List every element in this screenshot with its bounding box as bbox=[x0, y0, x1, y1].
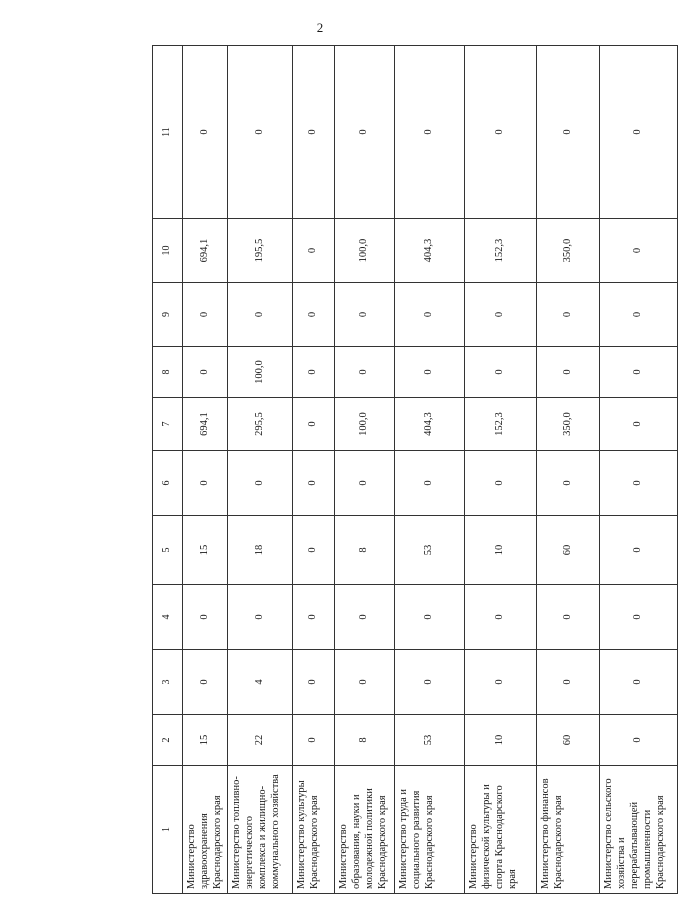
table-cell: 0 bbox=[465, 650, 537, 715]
table-cell: 8 bbox=[335, 715, 395, 766]
table-cell: 0 bbox=[537, 46, 600, 219]
table-cell: 0 bbox=[600, 347, 678, 398]
row-name-cell: Министерство топливно-энергетического комплекса и жилищно- коммунального хозяйства bbox=[228, 766, 293, 894]
table-cell: 15 bbox=[183, 715, 228, 766]
table-cell: 0 bbox=[335, 585, 395, 650]
header-cell: 9 bbox=[153, 283, 183, 347]
table-row bbox=[293, 46, 335, 894]
table-cell: 0 bbox=[183, 451, 228, 516]
table-cell: 53 bbox=[395, 516, 465, 585]
table-cell: 295,5 bbox=[228, 398, 293, 451]
table-cell: 15 bbox=[183, 516, 228, 585]
table-cell: 404,3 bbox=[395, 219, 465, 283]
table-cell: 0 bbox=[293, 347, 335, 398]
row-name-cell: Министерство физической культуры и спорта Краснодарского края bbox=[465, 766, 537, 894]
table-cell: 0 bbox=[537, 650, 600, 715]
table-cell: 0 bbox=[183, 347, 228, 398]
table-cell: 53 bbox=[395, 715, 465, 766]
table-cell: 18 bbox=[228, 516, 293, 585]
table-cell: 0 bbox=[600, 283, 678, 347]
table-cell: 0 bbox=[395, 451, 465, 516]
header-cell: 1 bbox=[153, 766, 183, 894]
table-cell: 0 bbox=[335, 46, 395, 219]
header-cell: 5 bbox=[153, 516, 183, 585]
table-cell: 195,5 bbox=[228, 219, 293, 283]
table-cell: 0 bbox=[183, 650, 228, 715]
table-cell: 0 bbox=[600, 585, 678, 650]
table-cell: 0 bbox=[395, 650, 465, 715]
table-cell: 350,0 bbox=[537, 219, 600, 283]
table-cell: 0 bbox=[335, 451, 395, 516]
table-cell: 0 bbox=[600, 650, 678, 715]
page-number: 2 bbox=[316, 20, 324, 35]
table-cell: 0 bbox=[465, 585, 537, 650]
table-cell: 0 bbox=[600, 715, 678, 766]
table-cell: 0 bbox=[537, 347, 600, 398]
table-cell: 0 bbox=[465, 46, 537, 219]
table-cell: 8 bbox=[335, 516, 395, 585]
table-cell: 0 bbox=[395, 347, 465, 398]
row-name-cell: Министерство финансов Краснодарского края bbox=[537, 766, 600, 894]
table-cell: 350,0 bbox=[537, 398, 600, 451]
table-cell: 0 bbox=[537, 283, 600, 347]
row-name-cell: Министерство образования, науки и молодежной политики Краснодарского края bbox=[335, 766, 395, 894]
table-cell: 152,3 bbox=[465, 219, 537, 283]
table-cell: 0 bbox=[465, 451, 537, 516]
row-name-cell: Министерство культуры Краснодарского края bbox=[293, 766, 335, 894]
table-cell: 0 bbox=[228, 451, 293, 516]
header-cell: 7 bbox=[153, 398, 183, 451]
table-cell: 0 bbox=[293, 219, 335, 283]
table-row bbox=[395, 46, 465, 894]
table-cell: 0 bbox=[537, 451, 600, 516]
table-cell: 100,0 bbox=[228, 347, 293, 398]
data-table bbox=[152, 45, 678, 894]
table-cell: 0 bbox=[600, 516, 678, 585]
header-cell: 3 bbox=[153, 650, 183, 715]
table-cell: 0 bbox=[335, 347, 395, 398]
rotated-table-container bbox=[152, 46, 666, 894]
table-cell: 10 bbox=[465, 715, 537, 766]
table-row bbox=[537, 46, 600, 894]
table-row bbox=[335, 46, 395, 894]
table-cell: 0 bbox=[293, 451, 335, 516]
table-header-row bbox=[153, 46, 183, 894]
table-cell: 0 bbox=[395, 283, 465, 347]
table-cell: 694,1 bbox=[183, 219, 228, 283]
header-cell: 11 bbox=[153, 46, 183, 219]
table-cell: 0 bbox=[465, 283, 537, 347]
table-row bbox=[465, 46, 537, 894]
table-cell: 0 bbox=[228, 585, 293, 650]
header-cell: 2 bbox=[153, 715, 183, 766]
table-cell: 404,3 bbox=[395, 398, 465, 451]
table-cell: 0 bbox=[600, 219, 678, 283]
table-cell: 60 bbox=[537, 715, 600, 766]
table-cell: 0 bbox=[293, 516, 335, 585]
table-cell: 0 bbox=[600, 398, 678, 451]
table-cell: 152,3 bbox=[465, 398, 537, 451]
table-row bbox=[183, 46, 228, 894]
table-row bbox=[228, 46, 293, 894]
table-cell: 0 bbox=[183, 46, 228, 219]
table-cell: 0 bbox=[600, 46, 678, 219]
header-cell: 8 bbox=[153, 347, 183, 398]
table-cell: 0 bbox=[335, 283, 395, 347]
table-cell: 0 bbox=[293, 585, 335, 650]
table-cell: 0 bbox=[293, 46, 335, 219]
table-cell: 0 bbox=[228, 46, 293, 219]
row-name-cell: Министерство сельского хозяйства и перерабатывающей промышленности Краснодарского края bbox=[600, 766, 678, 894]
table-row bbox=[600, 46, 678, 894]
table-cell: 0 bbox=[395, 46, 465, 219]
table-cell: 0 bbox=[465, 347, 537, 398]
table-cell: 0 bbox=[293, 650, 335, 715]
table-cell: 0 bbox=[293, 283, 335, 347]
table-cell: 0 bbox=[228, 283, 293, 347]
table-cell: 100,0 bbox=[335, 398, 395, 451]
table-cell: 60 bbox=[537, 516, 600, 585]
table-cell: 694,1 bbox=[183, 398, 228, 451]
header-cell: 6 bbox=[153, 451, 183, 516]
table-cell: 0 bbox=[293, 398, 335, 451]
row-name-cell: Министерство здравоохранения Краснодарского края bbox=[183, 766, 228, 894]
header-cell: 10 bbox=[153, 219, 183, 283]
table-cell: 22 bbox=[228, 715, 293, 766]
table-cell: 10 bbox=[465, 516, 537, 585]
table-cell: 0 bbox=[293, 715, 335, 766]
row-name-cell: Министерство труда и социального развития Краснодарского края bbox=[395, 766, 465, 894]
table-cell: 0 bbox=[183, 283, 228, 347]
table-cell: 0 bbox=[183, 585, 228, 650]
table-cell: 0 bbox=[335, 650, 395, 715]
table-cell: 0 bbox=[395, 585, 465, 650]
header-cell: 4 bbox=[153, 585, 183, 650]
table-cell: 100,0 bbox=[335, 219, 395, 283]
table-cell: 0 bbox=[537, 585, 600, 650]
table-cell: 4 bbox=[228, 650, 293, 715]
table-cell: 0 bbox=[600, 451, 678, 516]
